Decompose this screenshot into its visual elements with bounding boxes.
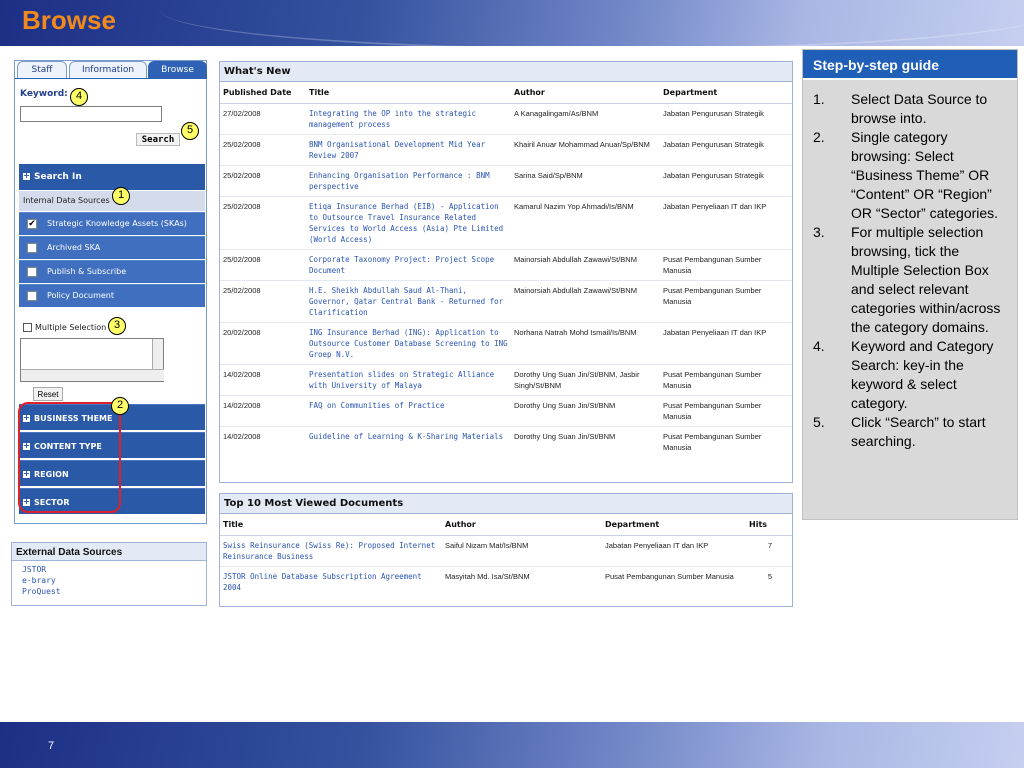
step-number: 4. — [813, 338, 825, 354]
department-cell: Jabatan Pengurusan Strategik — [660, 166, 793, 197]
horizontal-scrollbar[interactable] — [21, 369, 164, 381]
guide-steps — [803, 80, 1017, 451]
guide-step — [813, 128, 1007, 223]
date-cell: 14/02/2008 — [220, 396, 306, 427]
column-header[interactable]: Author — [511, 82, 660, 104]
guide-step — [813, 223, 1007, 337]
callout-1: 1 — [112, 187, 130, 205]
external-sources-title: External Data Sources — [12, 543, 206, 561]
step-number: 2. — [813, 129, 825, 145]
table-row — [220, 323, 793, 365]
author-cell: Dorothy Ung Suan Jin/St/BNM — [511, 427, 660, 458]
external-sources-panel — [11, 542, 207, 606]
document-title-link[interactable]: BNM Organisational Development Mid Year Review 2007 — [306, 135, 511, 166]
category-label: SECTOR — [34, 498, 70, 507]
tab-staff[interactable]: Staff — [17, 61, 67, 79]
document-title-link[interactable]: Presentation slides on Strategic Alliance with University of Malaya — [306, 365, 511, 396]
guide-title: Step-by-step guide — [803, 50, 1017, 80]
department-cell: Jabatan Pengurusan Strategik — [660, 104, 793, 135]
table-row — [220, 281, 793, 323]
date-cell: 14/02/2008 — [220, 427, 306, 458]
categories-highlight-box — [18, 402, 121, 513]
author-cell: Kamarul Nazim Yop Ahmadi/Is/BNM — [511, 197, 660, 250]
browse-panel — [14, 60, 207, 524]
column-header[interactable]: Department — [602, 514, 746, 536]
step-text: Keyword and Category Search: key-in the keyword & select category. — [851, 338, 994, 411]
page-number: 7 — [48, 740, 55, 752]
department-cell: Jabatan Penyeliaan IT dan IKP — [660, 323, 793, 365]
checkbox-icon[interactable] — [27, 267, 37, 277]
date-cell: 14/02/2008 — [220, 365, 306, 396]
document-title-link[interactable]: Corporate Taxonomy Project: Project Scope Document — [306, 250, 511, 281]
table-row — [220, 104, 793, 135]
multiple-selection-list[interactable] — [20, 338, 164, 382]
author-cell: Mainorsiah Abdullah Zawawi/St/BNM — [511, 281, 660, 323]
document-title-link[interactable]: FAQ on Communities of Practice — [306, 396, 511, 427]
table-row — [220, 567, 793, 598]
column-header[interactable]: Published Date — [220, 82, 306, 104]
hits-cell: 5 — [746, 567, 793, 598]
table-row — [220, 166, 793, 197]
hits-cell: 7 — [746, 536, 793, 567]
category-label: CONTENT TYPE — [34, 442, 102, 451]
callout-3: 3 — [108, 317, 126, 335]
department-cell: Pusat Pembangunan Sumber Manusia — [660, 250, 793, 281]
step-number: 5. — [813, 414, 825, 430]
document-title-link[interactable]: Integrating the OP into the strategic management process — [306, 104, 511, 135]
slide-title: Browse — [22, 5, 116, 35]
expand-plus-icon: + — [23, 171, 30, 180]
expand-plus-icon: + — [23, 441, 30, 450]
date-cell: 25/02/2008 — [220, 135, 306, 166]
category-label: BUSINESS THEME — [34, 414, 113, 423]
step-text: For multiple selection browsing, tick the Multiple Selection Box and select relevant categories within/across the category domains. — [851, 224, 1001, 335]
author-cell: A Kanagalingam/As/BNM — [511, 104, 660, 135]
date-cell: 25/02/2008 — [220, 197, 306, 250]
document-title-link[interactable]: JSTOR Online Database Subscription Agreement 2004 — [220, 567, 442, 598]
source-item-archived-ska[interactable] — [19, 236, 205, 259]
source-label: Policy Document — [47, 291, 114, 300]
step-guide-panel — [802, 49, 1018, 520]
department-cell: Pusat Pembangunan Sumber Manusia — [660, 281, 793, 323]
callout-4: 4 — [70, 88, 88, 106]
source-item-policy-document[interactable] — [19, 284, 205, 307]
guide-step — [813, 337, 1007, 413]
step-text: Select Data Source to browse into. — [851, 91, 988, 126]
step-number: 3. — [813, 224, 825, 240]
column-header[interactable]: Author — [442, 514, 602, 536]
vertical-scrollbar[interactable] — [152, 339, 163, 370]
table-row — [220, 250, 793, 281]
table-row — [220, 197, 793, 250]
table-row — [220, 396, 793, 427]
checkbox-icon[interactable] — [27, 243, 37, 253]
expand-plus-icon: + — [23, 413, 30, 422]
table-row — [220, 536, 793, 567]
department-cell: Pusat Pembangunan Sumber Manusia — [660, 365, 793, 396]
source-label: Archived SKA — [47, 243, 101, 252]
table-row — [220, 365, 793, 396]
category-label: REGION — [34, 470, 69, 479]
date-cell: 25/02/2008 — [220, 250, 306, 281]
checkbox-checked-icon[interactable]: ✔ — [28, 219, 36, 229]
source-label: Publish & Subscribe — [47, 267, 127, 276]
author-cell: Dorothy Ung Suan Jin/St/BNM, Jasbir Singh/St/BNM — [511, 365, 660, 396]
department-cell: Pusat Pembangunan Sumber Manusia — [660, 427, 793, 458]
date-cell: 27/02/2008 — [220, 104, 306, 135]
author-cell: Mainorsiah Abdullah Zawawi/St/BNM — [511, 250, 660, 281]
date-cell: 25/02/2008 — [220, 166, 306, 197]
slide-footer — [0, 722, 1024, 768]
author-cell: Masyitah Md. Isa/St/BNM — [442, 567, 602, 598]
step-text: Single category browsing: Select “Business Theme” OR “Content” OR “Region” OR “Sector” categories. — [851, 129, 999, 221]
department-cell: Pusat Pembangunan Sumber Manusia — [660, 396, 793, 427]
keyword-input[interactable] — [20, 106, 162, 122]
callout-2: 2 — [111, 397, 129, 415]
department-cell: Jabatan Pengurusan Strategik — [660, 135, 793, 166]
top10-table — [220, 514, 793, 597]
author-cell: Sarina Said/Sp/BNM — [511, 166, 660, 197]
external-link-ebrary[interactable]: e-brary — [22, 576, 56, 585]
source-item-ska[interactable] — [19, 212, 205, 235]
header-swoosh — [160, 0, 1024, 46]
callout-5: 5 — [181, 122, 199, 140]
checkbox-icon[interactable] — [27, 291, 37, 301]
tab-information[interactable]: Information — [69, 61, 147, 79]
column-header[interactable]: Title — [220, 514, 442, 536]
whats-new-panel — [219, 61, 793, 483]
department-cell: Pusat Pembangunan Sumber Manusia — [602, 567, 746, 598]
step-text: Click “Search” to start searching. — [851, 414, 986, 449]
top10-title: Top 10 Most Viewed Documents — [220, 494, 792, 514]
search-in-header[interactable] — [19, 164, 205, 190]
step-number: 1. — [813, 91, 825, 107]
source-item-publish-subscribe[interactable] — [19, 260, 205, 283]
document-title-link[interactable]: H.E. Sheikh Abdullah Saud Al-Thani, Governor, Qatar Central Bank - Returned for Clarification — [306, 281, 511, 323]
slide-header — [0, 0, 1024, 46]
top10-panel — [219, 493, 793, 607]
external-link-proquest[interactable]: ProQuest — [22, 587, 61, 596]
guide-step — [813, 413, 1007, 451]
internal-sources-label: Internal Data Sources — [19, 191, 205, 211]
document-title-link[interactable]: Enhancing Organisation Performance : BNM perspective — [306, 166, 511, 197]
whats-new-title: What's New — [220, 62, 792, 82]
author-cell: Saiful Nizam Mat/Is/BNM — [442, 536, 602, 567]
document-title-link[interactable]: Guideline of Learning & K-Sharing Materials — [306, 427, 511, 458]
multiple-selection-checkbox[interactable] — [23, 323, 32, 332]
multiple-selection-label: Multiple Selection — [35, 323, 107, 332]
whats-new-table — [220, 82, 793, 457]
table-row — [220, 427, 793, 458]
document-title-link[interactable]: Swiss Reinsurance (Swiss Re): Proposed Internet Reinsurance Business — [220, 536, 442, 567]
search-in-label: Search In — [34, 172, 82, 182]
department-cell: Jabatan Penyeliaan IT dan IKP — [660, 197, 793, 250]
expand-plus-icon: + — [23, 497, 30, 506]
column-header[interactable]: Hits — [746, 514, 793, 536]
guide-step — [813, 90, 1007, 128]
author-cell: Dorothy Ung Suan Jin/St/BNM — [511, 396, 660, 427]
keyword-label: Keyword: — [20, 89, 68, 99]
search-button[interactable]: Search — [136, 133, 180, 146]
date-cell: 20/02/2008 — [220, 323, 306, 365]
source-label: Strategic Knowledge Assets (SKAs) — [47, 219, 187, 228]
expand-plus-icon: + — [23, 469, 30, 478]
column-header[interactable]: Title — [306, 82, 511, 104]
tabs-divider — [15, 78, 206, 79]
author-cell: Khairil Anuar Mohammad Anuar/Sp/BNM — [511, 135, 660, 166]
department-cell: Jabatan Penyeliaan IT dan IKP — [602, 536, 746, 567]
column-header[interactable]: Department — [660, 82, 793, 104]
document-title-link[interactable]: Etiqa Insurance Berhad (EIB) - Application to Outsource Travel Insurance Related Services to World Access (Asia) Pte Limited (World Access) — [306, 197, 511, 250]
reset-button[interactable]: Reset — [33, 387, 63, 401]
external-link-jstor[interactable]: JSTOR — [22, 565, 47, 574]
tab-browse[interactable]: Browse — [148, 61, 207, 79]
author-cell: Norhana Natrah Mohd Ismail/Is/BNM — [511, 323, 660, 365]
date-cell: 25/02/2008 — [220, 281, 306, 323]
table-row — [220, 135, 793, 166]
document-title-link[interactable]: ING Insurance Berhad (ING): Application to Outsource Customer Database Screening to ING Groep N.V. — [306, 323, 511, 365]
